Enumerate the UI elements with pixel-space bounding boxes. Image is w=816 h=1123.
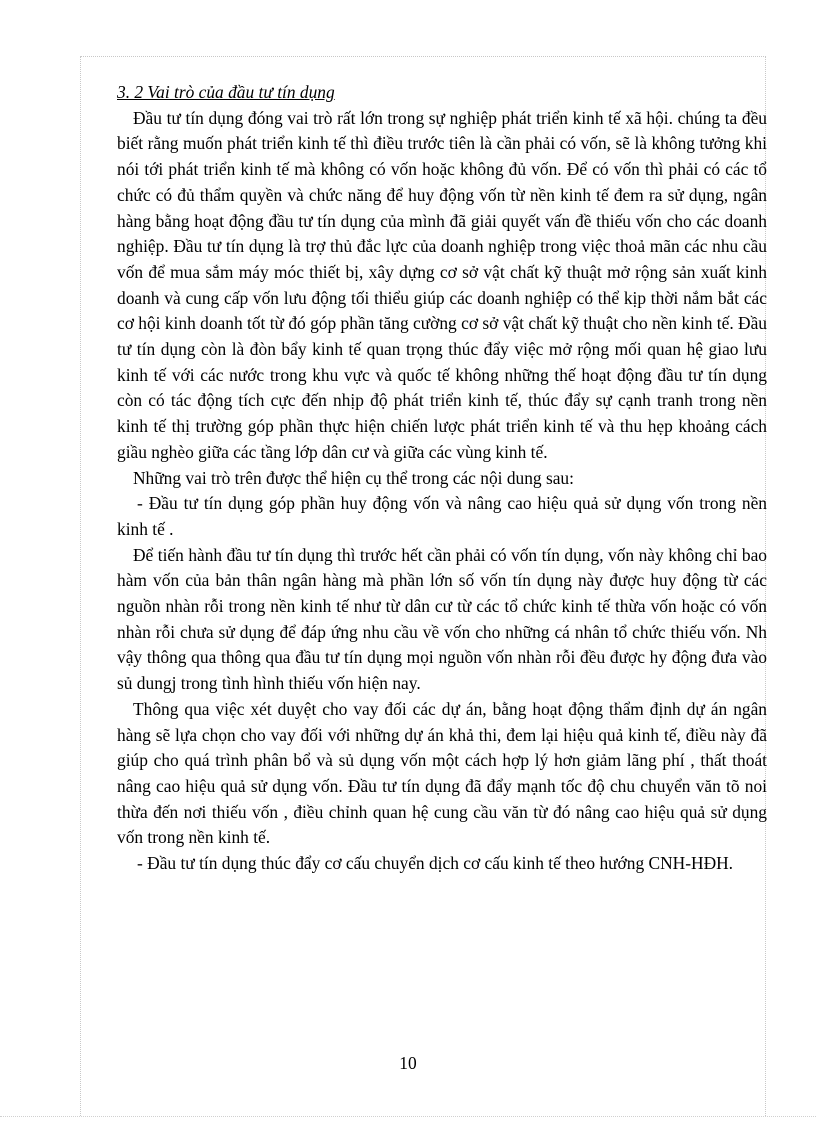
paragraph-role-overview: Đầu tư tín dụng đóng vai trò rất lớn trong sự nghiệp phát triển kinh tế xã hội. chúng ta đều biết rằng muốn phát triển kinh tế thì điều trước tiên là cần phải có vốn, sẽ là không tưởng khi nói tới phát triển kinh tế mà không có vốn hoặc không đủ vốn. Để có vốn thì phải có các tổ chức có đủ thẩm quyền và chức năng để huy động vốn từ nền kinh tế đem ra sử dụng, ngân hàng bằng hoạt động đầu tư tín dụng của mình đã giải quyết vấn đề thiếu vốn cho các doanh nghiệp. Đầu tư tín dụng là trợ thủ đắc lực của doanh nghiệp trong việc thoả mãn các nhu cầu vốn để mua sắm máy móc thiết bị, xây dựng cơ sở vật chất kỹ thuật mở rộng sản xuất kinh doanh và cung cấp vốn lưu động tối thiểu giúp các doanh nghiệp có thể kịp thời nắm bắt các cơ hội kinh doanh tốt từ đó góp phần tăng cường cơ sở vật chất kỹ thuật cho nền kinh tế. Đầu tư tín dụng còn là đòn bẩy kinh tế quan trọng thúc đẩy việc mở rộng mối quan hệ giao lưu kinh tế với các nước trong khu vực và quốc tế không những thế hoạt động đầu tư tín dụng còn có tác động tích cực đến nhịp độ phát triển kinh tế, thúc đẩy sự cạnh tranh trong nền kinh tế thị trường góp phần thực hiện chiến lược phát triển kinh tế và thu hẹp khoảng cách giầu nghèo giữa các tầng lớp dân cư và giữa các vùng kinh tế.	[117, 107, 767, 462]
paragraph-roles-intro: Những vai trò trên được thể hiện cụ thể trong các nội dung sau:	[133, 467, 574, 488]
bullet-economic-restructuring: - Đầu tư tín dụng thúc đẩy cơ cấu chuyển dịch cơ cấu kinh tế theo hướng CNH-HĐH.	[137, 853, 734, 874]
paragraph-project-appraisal: Thông qua việc xét duyệt cho vay đối các dự án, bằng hoạt động thẩm định dự án ngân hàng sẽ lựa chọn cho vay đối với những dự án khả thi, đem lại hiệu quả kinh tế, điều này đã giúp cho quá trình phân bổ và sủ dụng vốn một cách hợp lý hơn giảm lãng phí , thất thoát nâng cao hiệu quả sử dụng vốn. Đầu tư tín dụng đã đẩy mạnh tốc độ chu chuyển văn tõ noi thừa đến nơi thiếu vốn , điều chỉnh quan hệ cung cầu văn từ đó nâng cao hiệu quả sử dụng vốn trong nền kinh tế.	[117, 698, 767, 848]
section-heading: 3. 2 Vai trò của đầu tư tín dụng	[117, 82, 335, 102]
bullet-capital-mobilization: - Đầu tư tín dụng góp phần huy động vốn và nâng cao hiệu quả sử dụng vốn trong nền kinh tế .	[117, 493, 767, 539]
footer-divider	[0, 1116, 816, 1117]
paragraph-credit-capital: Để tiến hành đầu tư tín dụng thì trước hết cần phải có vốn tín dụng, vốn này không chỉ bao hàm vốn của bản thân ngân hàng mà phần lớn số vốn tín dụng này được huy động từ các nguồn nhàn rỗi trong nền kinh tế như từ dân cư từ các tổ chức kinh tế thừa vốn hoặc có vốn nhàn rỗi chưa sử dụng để đáp ứng nhu cầu về vốn cho những cá nhân tổ chức thiếu vốn. Nh vậy thông qua thông qua đầu tư tín dụng mọi nguồn vốn nhàn rỗi đều được hy động đưa vào sủ dungj trong tình hình thiếu vốn hiện nay.	[117, 544, 767, 694]
document-body	[117, 80, 767, 877]
page-number: 10	[399, 1053, 417, 1073]
